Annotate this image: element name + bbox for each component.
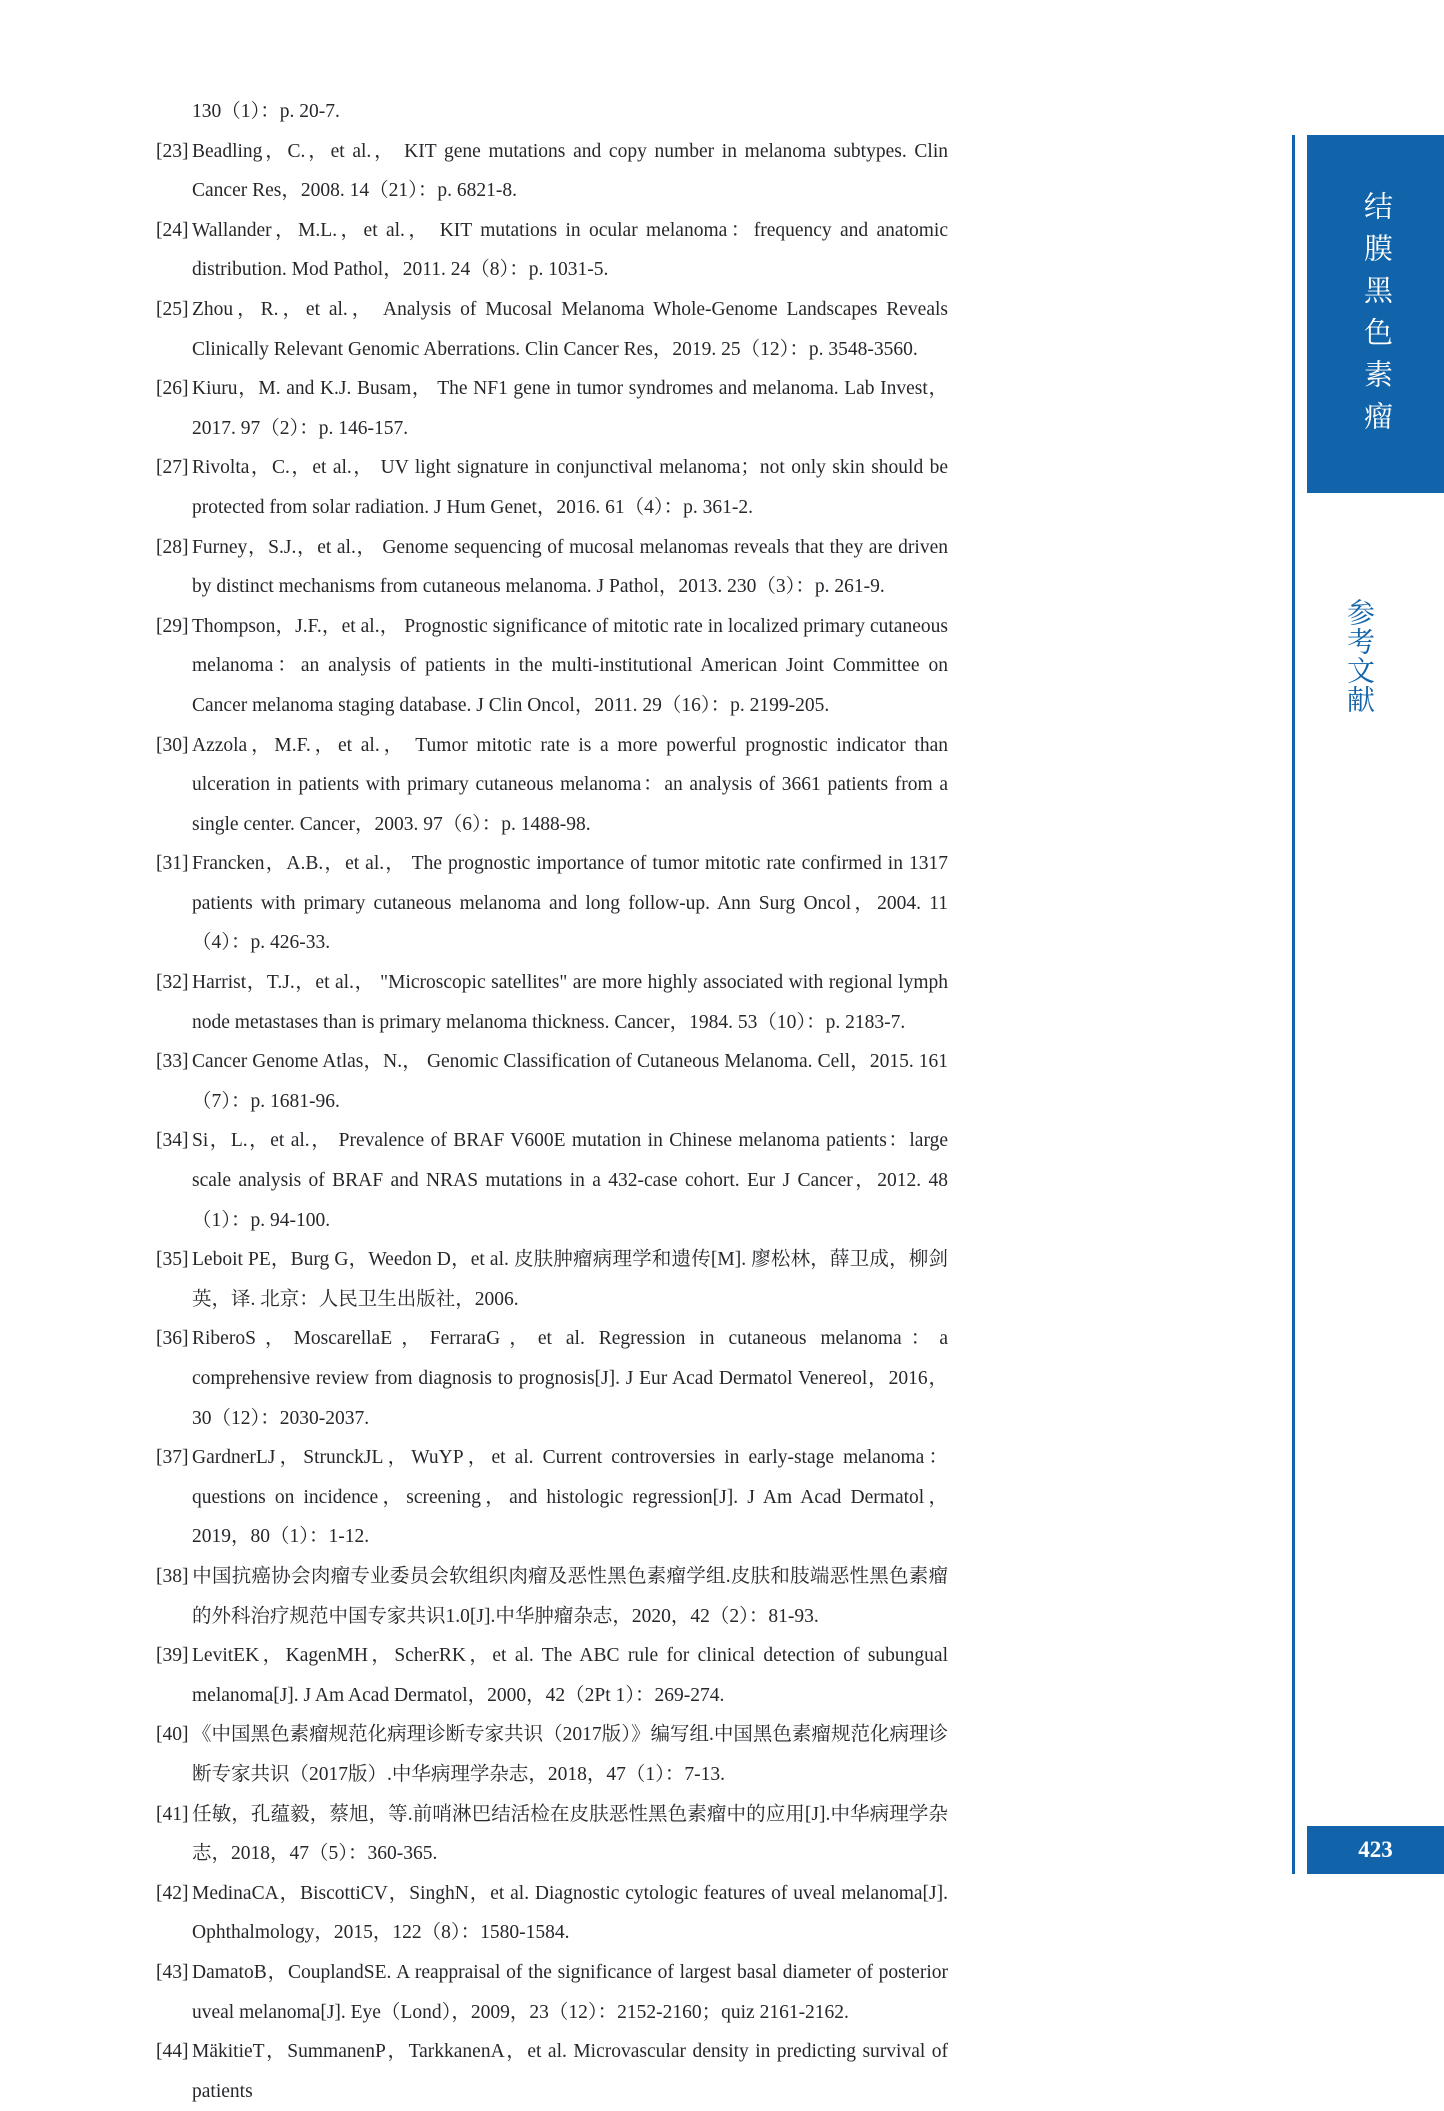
reference-item bbox=[156, 211, 948, 290]
reference-item bbox=[156, 1121, 948, 1240]
reference-text: Si，L.，et al.， Prevalence of BRAF V600E mutation in Chinese melanoma patients：large scale analysis of BRAF and NRAS mutations in a 432-case cohort. Eur J Cancer，2012. 48（1）：p. 94-100. bbox=[192, 1130, 948, 1231]
reference-text: Leboit PE，Burg G，Weedon D，et al. 皮肤肿瘤病理学和遗传[M]. 廖松林，薛卫成，柳剑英，译. 北京：人民卫生出版社，2006. bbox=[192, 1249, 948, 1310]
reference-item bbox=[156, 963, 948, 1042]
chapter-tab bbox=[1307, 135, 1444, 493]
reference-item bbox=[156, 132, 948, 211]
reference-text: Zhou，R.，et al.， Analysis of Mucosal Melanoma Whole-Genome Landscapes Reveals Clinically Relevant Genomic Aberrations. Clin Cancer Res，2019. 25（12）：p. 3548-3560. bbox=[192, 298, 948, 360]
reference-number: [29] bbox=[156, 615, 189, 637]
reference-number: [36] bbox=[156, 1328, 189, 1350]
reference-text: Cancer Genome Atlas，N.， Genomic Classification of Cutaneous Melanoma. Cell，2015. 161（7）：p. 1681-96. bbox=[192, 1051, 948, 1112]
reference-text: DamatoB，CouplandSE. A reappraisal of the significance of largest basal diameter of posterior uveal melanoma[J]. Eye（Lond），2009，23（12）：2152-2160；quiz 2161-2162. bbox=[192, 1961, 948, 2023]
reference-text: Azzola，M.F.，et al.， Tumor mitotic rate is a more powerful prognostic indicator than ulceration in patients with primary cutaneous melanoma：an analysis of 3661 patients from a single center. Cancer，2003. 97（6）：p. 1488-98. bbox=[192, 734, 948, 835]
chapter-tab-label: 结膜黑色素瘤 bbox=[1360, 191, 1392, 443]
reference-number: [34] bbox=[156, 1130, 189, 1152]
reference-number: [24] bbox=[156, 219, 189, 241]
page-number: 423 bbox=[1358, 1837, 1393, 1862]
reference-item bbox=[156, 528, 948, 607]
reference-text: MäkitieT，SummanenP，TarkkanenA，et al. Microvascular density in predicting survival of patients bbox=[192, 2041, 948, 2102]
reference-item bbox=[156, 1953, 948, 2032]
reference-number: [32] bbox=[156, 972, 189, 994]
reference-item bbox=[156, 1319, 948, 1438]
reference-text: Rivolta，C.，et al.， UV light signature in conjunctival melanoma；not only skin should be protected from solar radiation. J Hum Genet，2016. 61（4）：p. 361-2. bbox=[192, 457, 948, 518]
reference-item bbox=[156, 1557, 948, 1636]
reference-item bbox=[156, 1715, 948, 1794]
reference-text: Thompson，J.F.，et al.， Prognostic significance of mitotic rate in localized primary cutaneous melanoma：an analysis of patients in the multi-institutional American Joint Committee on Cancer melanoma staging database. J Clin Oncol，2011. 29（16）：p. 2199-205. bbox=[192, 615, 948, 716]
reference-number: [33] bbox=[156, 1051, 189, 1073]
reference-number: [25] bbox=[156, 298, 189, 320]
reference-text: Furney，S.J.，et al.， Genome sequencing of mucosal melanomas reveals that they are driven by distinct mechanisms from cutaneous melanoma. J Pathol，2013. 230（3）：p. 261-9. bbox=[192, 536, 948, 598]
reference-number: [39] bbox=[156, 1645, 189, 1667]
reference-item bbox=[156, 726, 948, 845]
reference-number: [43] bbox=[156, 1961, 189, 1983]
reference-item bbox=[156, 369, 948, 448]
reference-item bbox=[156, 1795, 948, 1874]
reference-number: [26] bbox=[156, 378, 189, 400]
reference-text: RiberoS，MoscarellaE，FerraraG，et al. Regression in cutaneous melanoma：a comprehensive review from diagnosis to prognosis[J]. J Eur Acad Dermatol Venereol，2016，30（12）：2030-2037. bbox=[192, 1328, 948, 1429]
reference-text: Francken，A.B.，et al.， The prognostic importance of tumor mitotic rate confirmed in 1317 patients with primary cutaneous melanoma and long follow-up. Ann Surg Oncol，2004. 11（4）：p. 426-33. bbox=[192, 853, 948, 954]
reference-item bbox=[156, 607, 948, 726]
reference-number: [31] bbox=[156, 853, 189, 875]
reference-text: GardnerLJ，StrunckJL，WuYP，et al. Current controversies in early-stage melanoma：questions on incidence，screening，and histologic regression[J]. J Am Acad Dermatol，2019，80（1）：1-12. bbox=[192, 1447, 948, 1548]
references-list bbox=[156, 92, 948, 2111]
reference-number: [37] bbox=[156, 1447, 189, 1469]
reference-number: [23] bbox=[156, 140, 189, 162]
reference-item bbox=[156, 1240, 948, 1319]
reference-item bbox=[156, 290, 948, 369]
reference-text: 《中国黑色素瘤规范化病理诊断专家共识（2017版）》编写组.中国黑色素瘤规范化病理诊断专家共识（2017版）.中华病理学杂志，2018，47（1）：7-13. bbox=[192, 1724, 948, 1785]
reference-item bbox=[156, 2032, 948, 2111]
reference-text: Harrist，T.J.，et al.， "Microscopic satellites" are more highly associated with regional lymph node metastases than is primary melanoma thickness. Cancer，1984. 53（10）：p. 2183-7. bbox=[192, 972, 948, 1033]
reference-number: [35] bbox=[156, 1249, 189, 1271]
reference-continuation-line: 130（1）：p. 20-7. bbox=[192, 101, 340, 122]
reference-text: 中国抗癌协会肉瘤专业委员会软组织肉瘤及恶性黑色素瘤学组.皮肤和肢端恶性黑色素瘤的外科治疗规范中国专家共识1.0[J].中华肿瘤杂志，2020，42（2）：81-93. bbox=[192, 1565, 948, 1627]
reference-number: [30] bbox=[156, 734, 189, 756]
reference-number: [28] bbox=[156, 536, 189, 558]
reference-number: [42] bbox=[156, 1882, 189, 1904]
reference-text: Wallander，M.L.，et al.， KIT mutations in ocular melanoma：frequency and anatomic distribution. Mod Pathol，2011. 24（8）：p. 1031-5. bbox=[192, 219, 948, 281]
reference-text: 任敏，孔蕴毅，蔡旭，等.前哨淋巴结活检在皮肤恶性黑色素瘤中的应用[J].中华病理学杂志，2018，47（5）：360-365. bbox=[192, 1803, 948, 1865]
reference-text: LevitEK，KagenMH，ScherRK，et al. The ABC rule for clinical detection of subungual melanoma[J]. J Am Acad Dermatol，2000，42（2Pt 1）：269-274. bbox=[192, 1645, 948, 1706]
sidebar-divider-line bbox=[1292, 135, 1295, 1874]
reference-text: Kiuru，M. and K.J. Busam， The NF1 gene in tumor syndromes and melanoma. Lab Invest，2017. 97（2）：p. 146-157. bbox=[192, 378, 948, 439]
reference-item bbox=[156, 1042, 948, 1121]
reference-text: MedinaCA，BiscottiCV，SinghN，et al. Diagnostic cytologic features of uveal melanoma[J]. Ophthalmology，2015，122（8）：1580-1584. bbox=[192, 1882, 948, 1944]
reference-number: [44] bbox=[156, 2041, 189, 2063]
reference-item bbox=[156, 1874, 948, 1953]
page-number-badge bbox=[1307, 1826, 1444, 1874]
reference-number: [38] bbox=[156, 1565, 189, 1587]
reference-item bbox=[156, 1438, 948, 1557]
reference-item bbox=[156, 844, 948, 963]
reference-number: [27] bbox=[156, 457, 189, 479]
section-label: 参考文献 bbox=[1343, 598, 1374, 714]
reference-number: [41] bbox=[156, 1803, 189, 1825]
reference-item bbox=[156, 1636, 948, 1715]
reference-text: Beadling，C.，et al.， KIT gene mutations and copy number in melanoma subtypes. Clin Cancer Res，2008. 14（21）：p. 6821-8. bbox=[192, 140, 948, 202]
reference-item bbox=[156, 448, 948, 527]
reference-number: [40] bbox=[156, 1724, 189, 1746]
